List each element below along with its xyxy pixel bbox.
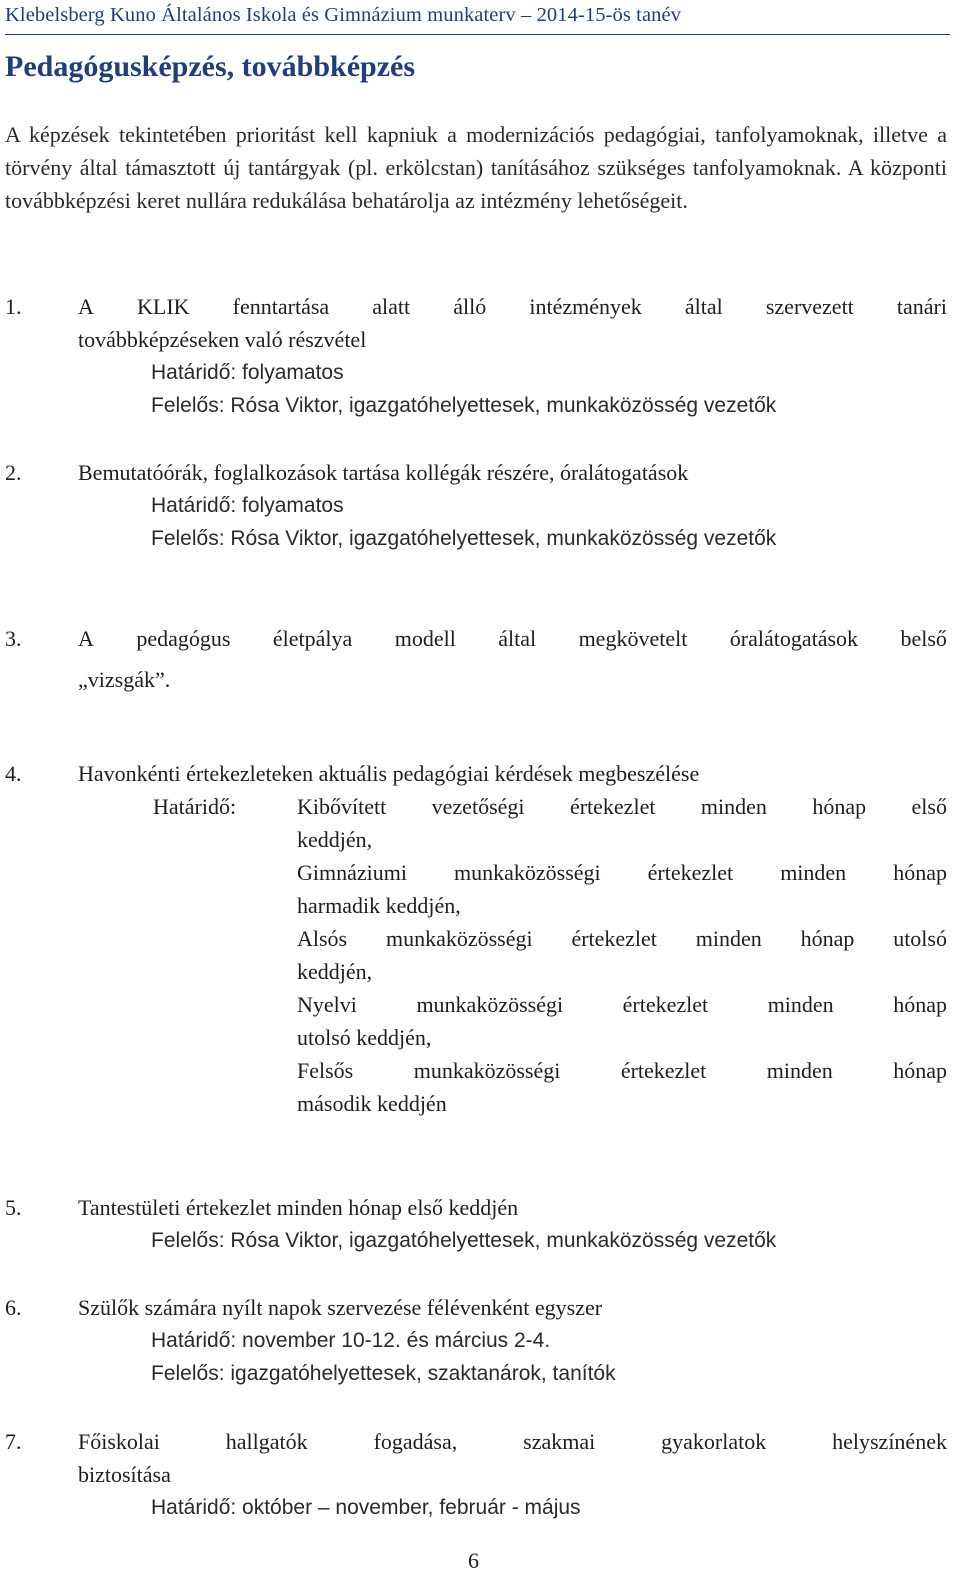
- item-number: 4.: [5, 761, 22, 786]
- deadline-label: Határidő:: [153, 794, 237, 819]
- item-responsible: Felelős: igazgatóhelyettesek, szaktanárok, tanítók: [151, 1362, 616, 1385]
- item-number: 3.: [5, 626, 22, 651]
- deadline-line: keddjén,: [297, 827, 373, 852]
- list-item-4: [5, 757, 947, 1120]
- list-item-1: [5, 290, 947, 422]
- item-number: 1.: [5, 294, 22, 319]
- item-text: Tantestületi értekezlet minden hónap első keddjén: [78, 1195, 519, 1220]
- item-number: 7.: [5, 1429, 22, 1454]
- deadline-lines: [297, 790, 947, 1120]
- page-number: 6: [468, 1548, 479, 1573]
- item-text: Bemutatóórák, foglalkozások tartása kollégák részére, óralátogatások: [78, 460, 689, 485]
- item-text-line-2: továbbképzéseken való részvétel: [78, 327, 367, 352]
- item-deadline: Határidő: október – november, február - május: [151, 1496, 581, 1519]
- deadline-line: Felsős munkaközösségi értekezlet minden hónap: [297, 1058, 947, 1083]
- item-responsible: Felelős: Rósa Viktor, igazgatóhelyettesek, munkaközösség vezetők: [151, 527, 777, 550]
- item-text: [78, 290, 947, 356]
- item-text: Szülők számára nyílt napok szervezése félévenként egyszer: [78, 1295, 603, 1320]
- item-text-line-1: A KLIK fenntartása alatt álló intézmények által szervezett tanári: [78, 294, 947, 319]
- item-text: [78, 1425, 947, 1491]
- item-responsible: Felelős: Rósa Viktor, igazgatóhelyettesek, munkaközösség vezetők: [151, 1229, 777, 1252]
- item-text-line-1: Főiskolai hallgatók fogadása, szakmai gyakorlatok helyszínének: [78, 1429, 947, 1454]
- item-text-line-1: A pedagógus életpálya modell által megkövetelt óralátogatások belső: [78, 626, 947, 651]
- deadline-block: [80, 790, 947, 1120]
- deadline-line: keddjén,: [297, 959, 373, 984]
- list-item-2: [5, 456, 947, 555]
- list-item-7: [5, 1425, 947, 1524]
- deadline-line: Nyelvi munkaközösségi értekezlet minden hónap: [297, 992, 947, 1017]
- intro-paragraph: A képzések tekintetében prioritást kell kapniuk a modernizációs pedagógiai, tanfolyamoknak, illetve a törvény által támasztott új tantárgyak (pl. erkölcstan) tanításához szükséges tanfolyamoknak. A központi továbbképzési keret nullára redukálása behatárolja az intézmény lehetőségeit.: [5, 122, 947, 213]
- deadline-line: utolsó keddjén,: [297, 1025, 432, 1050]
- item-responsible: Felelős: Rósa Viktor, igazgatóhelyettesek, munkaközösség vezetők: [151, 394, 777, 417]
- item-number: 6.: [5, 1295, 22, 1320]
- section-title: Pedagógusképzés, továbbképzés: [5, 50, 416, 83]
- list-item-5: [5, 1191, 947, 1257]
- header-divider: [5, 34, 950, 35]
- deadline-line: harmadik keddjén,: [297, 893, 461, 918]
- item-number: 5.: [5, 1195, 22, 1220]
- deadline-line: második keddjén: [297, 1091, 447, 1116]
- deadline-line: Gimnáziumi munkaközösségi értekezlet minden hónap: [297, 860, 947, 885]
- deadline-line: Alsós munkaközösségi értekezlet minden hónap utolsó: [297, 926, 947, 951]
- deadline-line: Kibővített vezetőségi értekezlet minden hónap első: [297, 794, 947, 819]
- document-header: Klebelsberg Kuno Általános Iskola és Gimnázium munkaterv – 2014-15-ös tanév: [5, 4, 682, 26]
- item-text-line-2: „vizsgák”.: [78, 667, 171, 692]
- item-text: Havonkénti értekezleteken aktuális pedagógiai kérdések megbeszélése: [78, 761, 700, 786]
- item-number: 2.: [5, 460, 22, 485]
- item-deadline: Határidő: folyamatos: [151, 361, 344, 384]
- item-deadline: Határidő: november 10-12. és március 2-4.: [151, 1329, 551, 1352]
- item-text-line-2: biztosítása: [78, 1462, 171, 1487]
- list-item-3: [5, 622, 947, 696]
- item-text: [78, 622, 947, 696]
- list-item-6: [5, 1291, 947, 1390]
- item-deadline: Határidő: folyamatos: [151, 494, 344, 517]
